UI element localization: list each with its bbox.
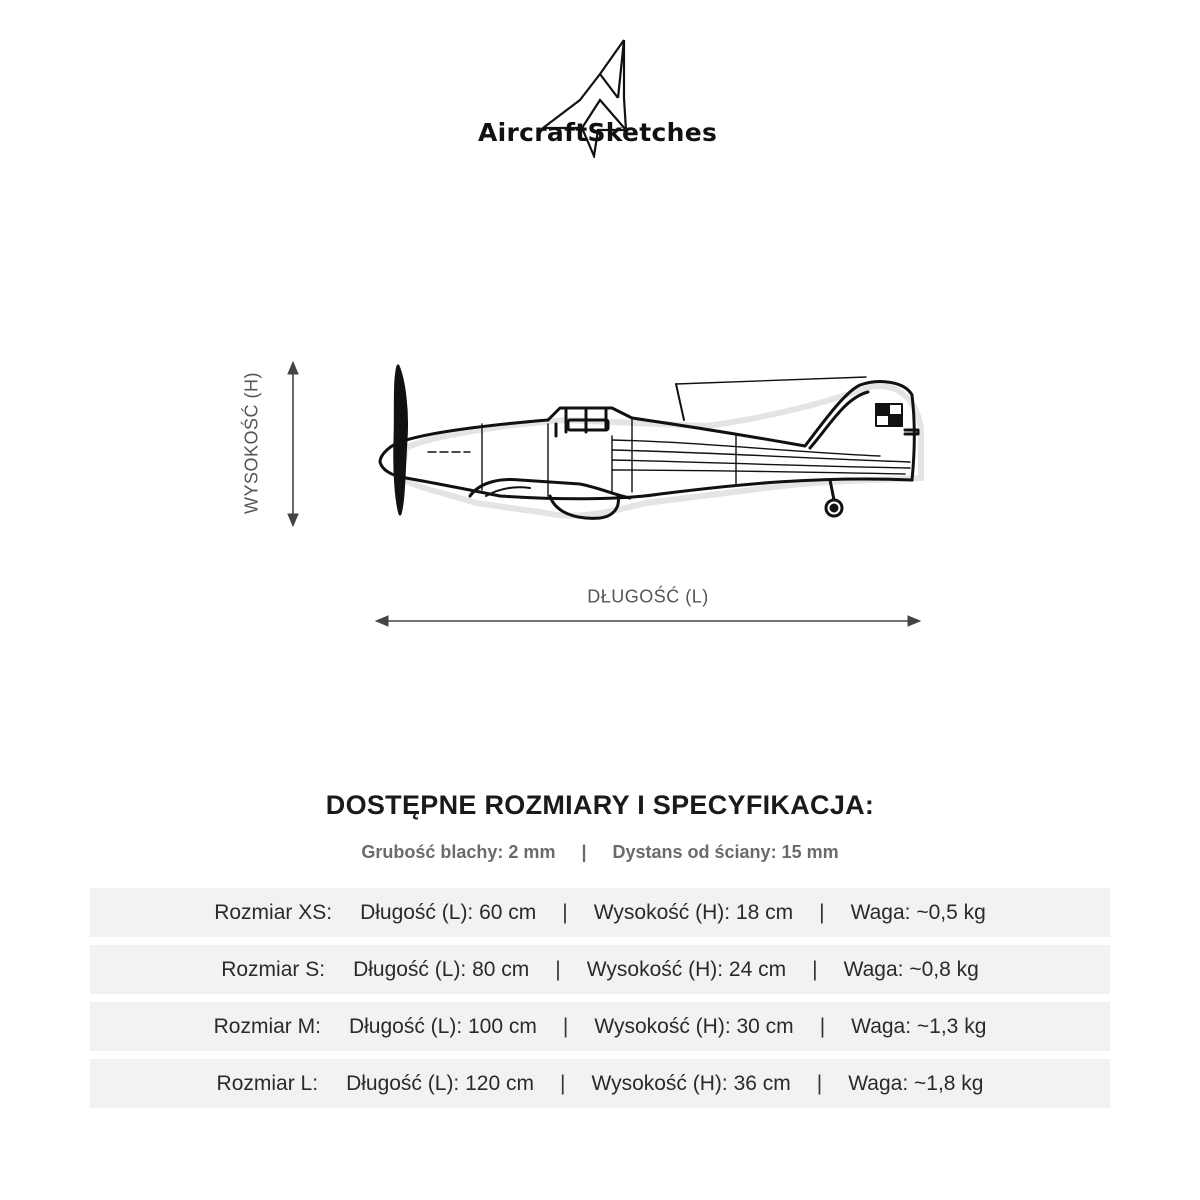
size-row-s [90, 945, 1110, 994]
height-arrow [288, 362, 298, 526]
length-arrow [376, 616, 920, 626]
length-value: Długość (L): 120 cm [346, 1071, 534, 1095]
separator: | [581, 842, 587, 862]
logo-wordmark: AircraftSketches [478, 118, 718, 147]
separator: | [819, 900, 825, 924]
size-label: Rozmiar M: [213, 1014, 321, 1038]
size-table [90, 888, 1110, 1116]
height-value: Wysokość (H): 30 cm [594, 1014, 794, 1038]
length-value: Długość (L): 100 cm [348, 1014, 537, 1038]
length-value: Długość (L): 80 cm [353, 957, 530, 981]
separator: | [562, 1014, 569, 1038]
weight-value: Waga: ~1,3 kg [851, 1014, 987, 1038]
size-label: Rozmiar S: [221, 957, 326, 981]
sheet-thickness: Grubość blachy: 2 mm [361, 842, 556, 862]
separator: | [562, 900, 568, 924]
weight-value: Waga: ~0,8 kg [843, 957, 979, 981]
length-value: Długość (L): 60 cm [360, 900, 537, 924]
size-row-xs [90, 888, 1110, 937]
spec-subtitle [0, 842, 1200, 863]
height-dimension-label: WYSOKOŚĆ (H) [241, 371, 262, 515]
wall-distance: Dystans od ściany: 15 mm [612, 842, 839, 862]
separator: | [559, 1071, 566, 1095]
separator: | [812, 957, 818, 981]
separator: | [819, 1014, 826, 1038]
height-value: Wysokość (H): 24 cm [586, 957, 787, 981]
size-row-m [90, 1002, 1110, 1051]
separator: | [555, 957, 561, 981]
length-dimension-label: DŁUGOŚĆ (L) [587, 586, 709, 607]
size-row-l [90, 1059, 1110, 1108]
spec-title: DOSTĘPNE ROZMIARY I SPECYFIKACJA: [325, 790, 875, 820]
size-label: Rozmiar XS: [214, 900, 333, 924]
height-value: Wysokość (H): 36 cm [591, 1071, 791, 1095]
weight-value: Waga: ~0,5 kg [850, 900, 986, 924]
weight-value: Waga: ~1,8 kg [848, 1071, 984, 1095]
height-value: Wysokość (H): 18 cm [593, 900, 794, 924]
size-label: Rozmiar L: [216, 1071, 319, 1095]
separator: | [816, 1071, 823, 1095]
